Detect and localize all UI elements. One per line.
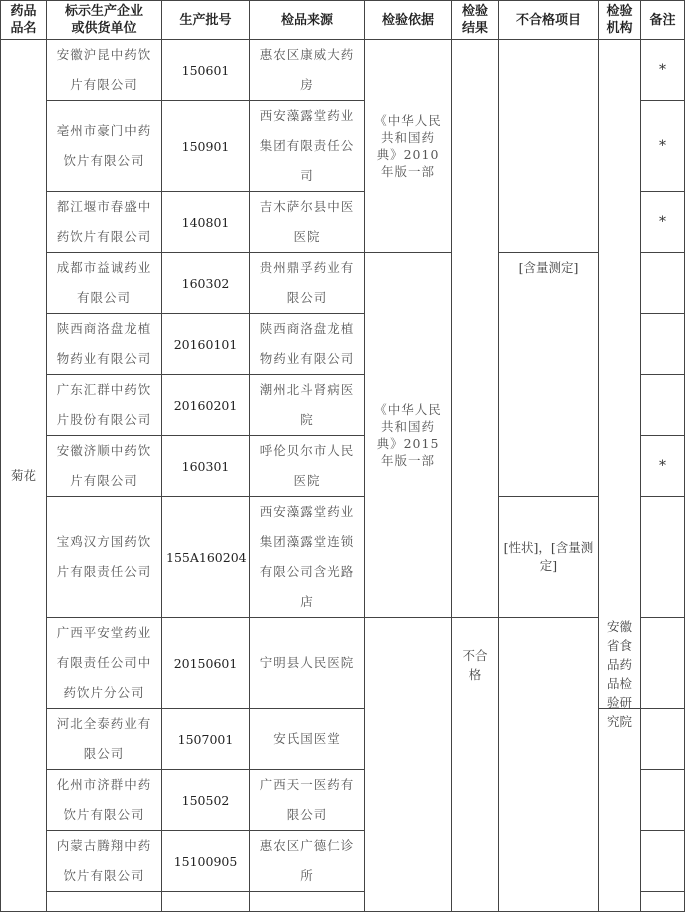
batch-cell: 160301	[162, 436, 250, 497]
source-cell: 惠农区康威大药房	[250, 40, 365, 101]
source-cell: 呼伦贝尔市人民医院	[250, 436, 365, 497]
source-cell: 惠农区广德仁诊所	[250, 831, 365, 892]
header-institution: 检验 机构	[599, 1, 641, 40]
header-defect-items: 不合格项目	[499, 1, 599, 40]
batch-cell: 20160201	[162, 375, 250, 436]
header-result: 检验 结果	[452, 1, 499, 40]
basis-cell-blank	[365, 618, 452, 912]
batch-cell: 20150601	[162, 618, 250, 709]
source-cell: 西安藻露堂药业集团有限责任公司	[250, 101, 365, 192]
source-cell: 潮州北斗肾病医院	[250, 375, 365, 436]
batch-cell: 150901	[162, 101, 250, 192]
result-cell-blank	[452, 40, 499, 618]
manufacturer-cell: 陕西商洛盘龙植物药业有限公司	[47, 314, 162, 375]
institution-cell: 安徽 省食 品药 品检 验研 究院	[599, 709, 641, 912]
note-cell	[641, 375, 685, 436]
manufacturer-cell: 河北全泰药业有限公司	[47, 709, 162, 770]
header-row	[1, 1, 685, 40]
defect-cell-blank	[499, 40, 599, 253]
source-cell: 广西天一医药有限公司	[250, 770, 365, 831]
header-basis: 检验依据	[365, 1, 452, 40]
batch-cell: 150502	[162, 770, 250, 831]
header-drug-name: 药品 品名	[1, 1, 47, 40]
note-cell: *	[641, 101, 685, 192]
note-cell	[641, 497, 685, 618]
note-cell	[641, 314, 685, 375]
header-batch: 生产批号	[162, 1, 250, 40]
manufacturer-cell: 安徽沪昆中药饮片有限公司	[47, 40, 162, 101]
manufacturer-cell: 内蒙古腾翔中药饮片有限公司	[47, 831, 162, 892]
batch-cell: 1507001	[162, 709, 250, 770]
table-row	[1, 497, 685, 618]
manufacturer-cell: 成都市益诚药业有限公司	[47, 253, 162, 314]
note-cell	[641, 618, 685, 709]
header-manufacturer: 标示生产企业 或供货单位	[47, 1, 162, 40]
manufacturer-cell: 化州市济群中药饮片有限公司	[47, 770, 162, 831]
institution-cell-blank	[599, 40, 641, 709]
batch-cell: 160302	[162, 253, 250, 314]
note-cell: *	[641, 40, 685, 101]
manufacturer-cell: 广西平安堂药业有限责任公司中药饮片分公司	[47, 618, 162, 709]
source-cell: 宁明县人民医院	[250, 618, 365, 709]
manufacturer-cell: 广东汇群中药饮片股份有限公司	[47, 375, 162, 436]
note-cell	[641, 831, 685, 892]
note-cell	[641, 253, 685, 314]
basis-cell-2010: 《中华人民共和国药典》2010年版一部	[365, 40, 452, 253]
defect-cell-blank	[499, 618, 599, 912]
source-cell: 陕西商洛盘龙植物药业有限公司	[250, 314, 365, 375]
header-source: 检品来源	[250, 1, 365, 40]
table-row	[1, 40, 685, 101]
batch-cell: 150601	[162, 40, 250, 101]
manufacturer-cell: 宝鸡汉方国药饮片有限责任公司	[47, 497, 162, 618]
result-cell: 不合 格	[452, 618, 499, 912]
note-cell	[641, 709, 685, 770]
manufacturer-cell: 都江堰市春盛中药饮片有限公司	[47, 192, 162, 253]
table-row	[1, 618, 685, 709]
note-cell	[641, 892, 685, 912]
batch-cell: 15100905	[162, 831, 250, 892]
note-cell: *	[641, 192, 685, 253]
defect-cell-content: [含量测定]	[499, 253, 599, 497]
batch-cell: 140801	[162, 192, 250, 253]
source-cell	[250, 892, 365, 912]
source-cell: 吉木萨尔县中医医院	[250, 192, 365, 253]
source-cell: 西安藻露堂药业集团藻露堂连锁有限公司含光路店	[250, 497, 365, 618]
table-row	[1, 253, 685, 314]
manufacturer-cell: 安徽济顺中药饮片有限公司	[47, 436, 162, 497]
header-note: 备注	[641, 1, 685, 40]
batch-cell: 20160101	[162, 314, 250, 375]
defect-cell-appearance: [性状]，[含量测定]	[499, 497, 599, 618]
drug-name-cell: 菊花	[1, 40, 47, 912]
manufacturer-cell: 亳州市豪门中药饮片有限公司	[47, 101, 162, 192]
batch-cell	[162, 892, 250, 912]
basis-cell-2015: 《中华人民共和国药典》2015年版一部	[365, 253, 452, 618]
note-cell: *	[641, 436, 685, 497]
note-cell	[641, 770, 685, 831]
manufacturer-cell	[47, 892, 162, 912]
source-cell: 安氏国医堂	[250, 709, 365, 770]
source-cell: 贵州鼎孚药业有限公司	[250, 253, 365, 314]
batch-cell: 155A160204	[162, 497, 250, 618]
